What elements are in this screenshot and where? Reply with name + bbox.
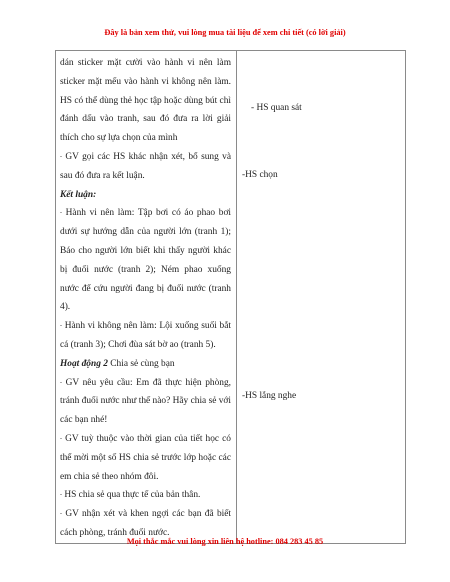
table-row — [56, 51, 406, 544]
paragraph-should-do: - Hành vi nên làm: Tập bơi có áo phao bơi dưới sự hướng dẫn của người lớn (tranh 1); Báo cho người lớn biết khi thấy người khác bị đuối nước (tranh 2); Ném phao xuống nước để cứu người đang bị đuối nước (tranh 4). — [60, 208, 232, 313]
student-choose: -HS chọn — [242, 170, 278, 180]
student-activity-cell — [237, 51, 406, 544]
hotline-banner: Mọi thắc mắc vui lòng xin liên hệ hotline: 084 283 45 85 — [126, 537, 324, 546]
paragraph-should-not-do: - Hành vi không nên làm: Lội xuống suối bắt cá (tranh 3); Chơi đùa sát bờ ao (tranh 5). — [60, 321, 232, 350]
conclusion-heading: Kết luận: — [60, 189, 97, 200]
lesson-plan-table — [55, 50, 406, 544]
paragraph-sticker-instructions: dán sticker mặt cười vào hành vi nên làm sticker mặt mếu vào hành vi không nên làm. HS có thể dùng thẻ học tập hoặc dùng bút chì đánh dấu vào tranh, sau đó đưa ra lời giải thích cho sự lựa chọn của mình — [60, 58, 231, 144]
teacher-activity-text — [56, 51, 236, 543]
student-listen: -HS lắng nghe — [242, 391, 297, 401]
paragraph-teacher-time: - GV tuỳ thuộc vào thời gian của tiết học có thể mời một số HS chia sẻ trước lớp hoặc các em chia sẻ theo nhóm đôi. — [60, 433, 231, 482]
paragraph-teacher-praise: - GV nhận xét và khen ngợi các bạn đã biết cách phòng, tránh đuối nước. — [60, 509, 232, 538]
activity-2-heading: Hoạt động 2 Chia sẻ cùng bạn — [60, 358, 175, 369]
preview-notice-banner: Đây là bản xem thử, vui lòng mua tài liệu để xem chi tiết (có lời giải) — [104, 28, 346, 37]
student-observe: - HS quan sát — [251, 103, 302, 113]
teacher-activity-cell — [56, 51, 237, 544]
paragraph-teacher-request: - GV nêu yêu cầu: Em đã thực hiện phòng, tránh đuối nước như thế nào? Hãy chia sẻ với các bạn nhé! — [60, 377, 231, 426]
paragraph-teacher-calls: - GV gọi các HS khác nhận xét, bổ sung và sau đó đưa ra kết luận. — [60, 151, 231, 181]
paragraph-student-share: - HS chia sẻ qua thực tế của bản thân. — [60, 490, 201, 501]
